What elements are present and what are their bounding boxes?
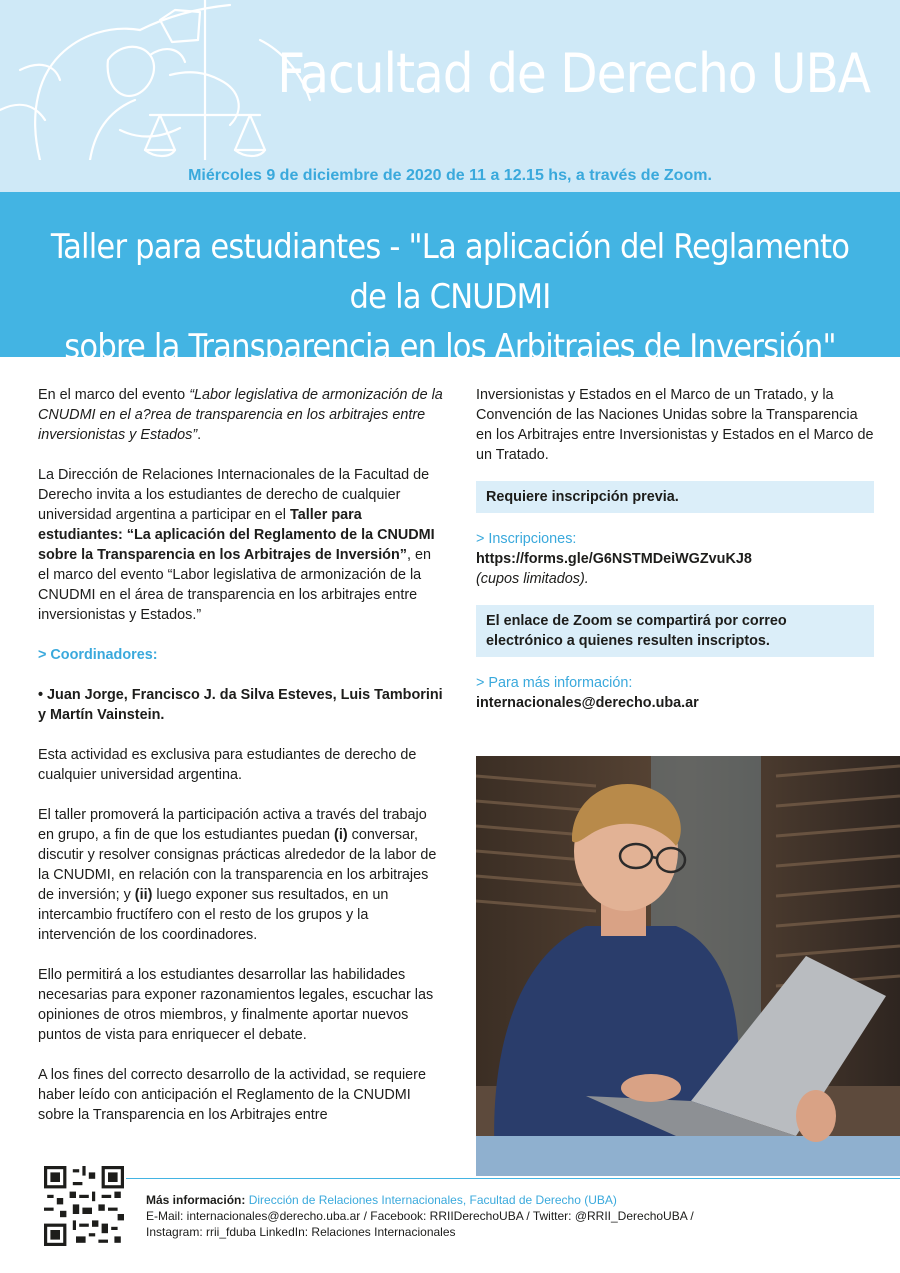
- registration-required-box: Requiere inscripción previa.: [476, 481, 874, 513]
- invitation-text: La Dirección de Relaciones Internacionales de la Facultad de Derecho invita a los estudiantes de derecho de cualquier universidad argentina a participar en el: [38, 467, 430, 523]
- footer-line-3: Instagram: rrii_fduba LinkedIn: Relaciones Internacionales: [146, 1225, 456, 1239]
- student-laptop-photo: [476, 756, 900, 1176]
- header-banner: [0, 0, 900, 160]
- invitation-end: , en el marco del evento “Labor legislativa de armonización de la CNUDMI en el área de transparencia en los arbitrajes entre inversionistas y Estados.”: [38, 547, 431, 623]
- more-info-label: > Para más información:: [476, 675, 633, 691]
- footer-divider: [126, 1178, 900, 1179]
- left-column: [38, 385, 443, 1145]
- footer-department[interactable]: Dirección de Relaciones Internacionales, Facultad de Derecho (UBA): [248, 1193, 617, 1207]
- registration-label: > Inscripciones:: [476, 531, 577, 547]
- footer-line-2: E-Mail: internacionales@derecho.uba.ar / Facebook: RRIIDerechoUBA / Twitter: @RRII_DerechoUBA /: [146, 1209, 694, 1223]
- zoom-link-box: El enlace de Zoom se compartirá por correo electrónico a quienes resulten inscriptos.: [476, 605, 874, 657]
- footer-line-1: [146, 1192, 886, 1208]
- workshop-name: Taller para estudiantes: “La aplicación del Reglamento de la CNUDMI sobre la Transparencia en los Arbitrajes de Inversión”: [38, 507, 435, 563]
- photo-illustration: [476, 756, 900, 1176]
- registration-link[interactable]: https://forms.gle/G6NSTMDeiWGZvuKJ8: [476, 551, 752, 567]
- event-date: Miércoles 9 de diciembre de 2020 de 11 a 12.15 hs, a través de Zoom.: [0, 160, 900, 192]
- method-text-b: conversar, discutir y resolver consignas prácticas alrededor de la labor de la CNUDMI, en relación con la transparencia en los arbitrajes de inversión; y: [38, 827, 437, 903]
- limited-seats-note: (cupos limitados).: [476, 571, 589, 587]
- right-column: [476, 385, 874, 713]
- title-line-1: Taller para estudiantes - "La aplicación del Reglamento de la CNUDMI: [50, 227, 850, 317]
- invitation-paragraph: [38, 465, 443, 625]
- title-line-2: sobre la Transparencia en los Arbitrajes de Inversión": [64, 327, 836, 367]
- page-title: [30, 222, 870, 372]
- method-marker-ii: (ii): [134, 887, 153, 903]
- footer-more-info-label: Más información:: [146, 1193, 246, 1207]
- title-band: [0, 192, 900, 367]
- methodology-paragraph: [38, 805, 443, 945]
- method-text-c: luego exponer sus resultados, en un intercambio fructífero con el resto de los grupos y la intervención de los coordinadores.: [38, 887, 389, 943]
- coordinators-names: • Juan Jorge, Francisco J. da Silva Esteves, Luis Tamborini y Martín Vainstein.: [38, 687, 443, 723]
- method-text-a: El taller promoverá la participación activa a través del trabajo en grupo, a fin de que los estudiantes puedan: [38, 807, 427, 843]
- footer-contact: [146, 1192, 886, 1240]
- exclusivity-paragraph: Esta actividad es exclusiva para estudiantes de derecho de cualquier universidad argentina.: [38, 747, 417, 783]
- qr-code: [44, 1166, 124, 1246]
- intro-end: .: [197, 427, 202, 443]
- skills-paragraph: Ello permitirá a los estudiantes desarrollar las habilidades necesarias para exponer razonamientos legales, escuchar las opiniones de otros miembros, y finalmente aportar nuevos puntos de vista para enriquecer el debate.: [38, 967, 434, 1043]
- intro-text: En el marco del evento: [38, 387, 190, 403]
- coordinators-label: > Coordinadores:: [38, 647, 158, 663]
- contact-email[interactable]: internacionales@derecho.uba.ar: [476, 695, 699, 711]
- requirement-paragraph: A los fines del correcto desarrollo de la actividad, se requiere haber leído con anticipación el Reglamento de la CNUDMI sobre la Transparencia en los Arbitrajes entre: [38, 1067, 426, 1123]
- requirement-continuation: Inversionistas y Estados en el Marco de un Tratado, y la Convención de las Naciones Unidas sobre la Transparencia en los Arbitrajes entre Inversionistas y Estados en el Marco de un Tratado.: [476, 387, 874, 463]
- event-name: “Labor legislativa de armonización de la CNUDMI en el a?rea de transparencia en los arbitrajes entre inversionistas y Estados”: [38, 387, 443, 443]
- method-marker-i: (i): [334, 827, 348, 843]
- intro-paragraph: [38, 385, 443, 445]
- faculty-brand: Facultad de Derecho UBA: [277, 42, 870, 105]
